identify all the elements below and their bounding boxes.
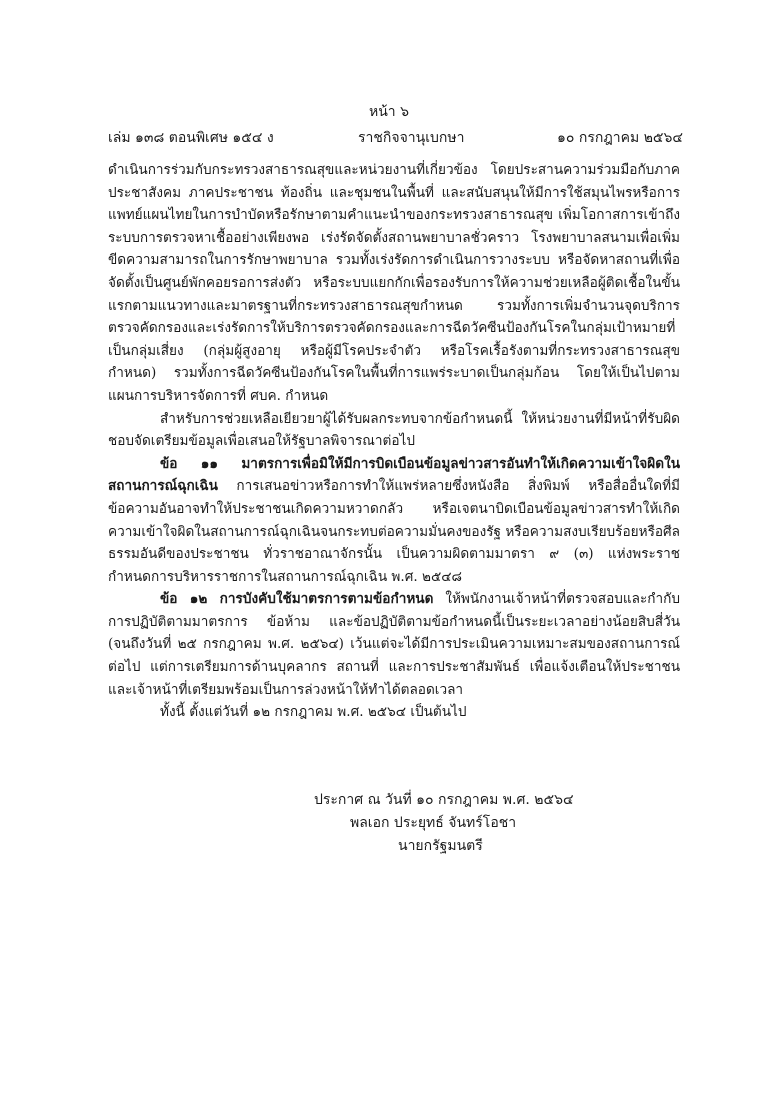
effective-date: ทั้งนี้ ตั้งแต่วันที่ ๑๒ กรกฎาคม พ.ศ. ๒๕๖๔ เป็นต้นไป xyxy=(160,704,467,721)
clause-12-text: ให้พนักงานเจ้าหน้าที่ตรวจสอบและกำกับการปฏิบัติตามมาตรการ ข้อห้าม และข้อปฏิบัติตามข้อกำหนดนี้เป็นระยะเวลาอย่างน้อยสิบสี่วัน (จนถึงวันที่ ๒๕ กรกฎาคม พ.ศ. ๒๕๖๔) เว้นแต่จะได้มีการประเมินความเหมาะสมของสถานการณ์ต่อไป แต่การเตรียมการด้านบุคลากร สถานที่ และการประชาสัมพันธ์ เพื่อแจ้งเตือนให้ประชาชนและเจ้าหน้าที่เตรียมพร้อมเป็นการล่วงหน้าให้ทำได้ตลอดเวลา xyxy=(108,591,680,698)
signature-block xyxy=(314,789,644,858)
clause-11-heading: ข้อ ๑๑ มาตรการเพื่อมิให้มีการบิดเบือนข้อมูลข่าวสารอันทำให้เกิดความเข้าใจผิดในสถานการณ์ฉุกเฉิน xyxy=(108,455,680,495)
clause-11-text: การเสนอข่าวหรือการทำให้แพร่หลายซึ่งหนังสือ สิ่งพิมพ์ หรือสื่ออื่นใดที่มีข้อความอันอาจทำให้ประชาชนเกิดความหวาดกลัว หรือเจตนาบิดเบือนข้อมูลข่าวสารทำให้เกิดความเข้าใจผิดในสถานการณ์ฉุกเฉินจนกระทบต่อความมั่นคงของรัฐ หรือความสงบเรียบร้อยหรือศีลธรรมอันดีของประชาชน ทั่วราชอาณาจักรนั้น เป็นความผิดตามมาตรา ๙ (๓) แห่งพระราชกำหนดการบริหารราชการในสถานการณ์ฉุกเฉิน พ.ศ. ๒๕๔๘ xyxy=(108,478,680,585)
gazette-header xyxy=(108,127,683,147)
signer-name: พลเอก ประยุทธ์ จันทร์โอชา xyxy=(350,815,517,831)
document-body xyxy=(108,159,680,724)
clause-12 xyxy=(108,588,680,701)
paragraph-measures: ดำเนินการร่วมกับกระทรวงสาธารณสุขและหน่วยงานที่เกี่ยวข้อง โดยประสานความร่วมมือกับภาคประชาสังคม ภาคประชาชน ท้องถิ่น และชุมชนในพื้นที่ และสนับสนุนให้มีการใช้สมุนไพรหรือการแพทย์แผนไทยในการบำบัดหรือรักษาตามคำแนะนำของกระทรวงสาธารณสุข เพิ่มโอกาสการเข้าถึงระบบการตรวจหาเชื้ออย่างเพียงพอ เร่งรัดจัดตั้งสถานพยาบาลชั่วคราว โรงพยาบาลสนามเพื่อเพิ่มขีดความสามารถในการรักษาพยาบาล รวมทั้งเร่งรัดการดำเนินการวางระบบ หรือจัดหาสถานที่เพื่อจัดตั้งเป็นศูนย์พักคอยรอการส่งตัว หรือระบบแยกกักเพื่อรองรับการให้ความช่วยเหลือผู้ติดเชื้อในขั้นแรกตามแนวทางและมาตรฐานที่กระทรวงสาธารณสุขกำหนด รวมทั้งการเพิ่มจำนวนจุดบริการตรวจคัดกรองและเร่งรัดการให้บริการตรวจคัดกรองและการฉีดวัคซีนป้องกันโรคในกลุ่มเป้าหมายที่เป็นกลุ่มเสี่ยง (กลุ่มผู้สูงอายุ หรือผู้มีโรคประจำตัว หรือโรคเรื้อรังตามที่กระทรวงสาธารณสุขกำหนด) รวมทั้งการฉีดวัคซีนป้องกันโรคในพื้นที่การแพร่ระบาดเป็นกลุ่มก้อน โดยให้เป็นไปตามแผนการบริหารจัดการที่ ศบค. กำหนด xyxy=(108,162,680,404)
publication-name: ราชกิจจานุเบกษา xyxy=(358,130,465,146)
paragraph-relief: สำหรับการช่วยเหลือเยียวยาผู้ได้รับผลกระทบจากข้อกำหนดนี้ ให้หน่วยงานที่มีหน้าที่รับผิดชอบจัดเตรียมข้อมูลเพื่อเสนอให้รัฐบาลพิจารณาต่อไป xyxy=(108,410,680,450)
announcement-date: ประกาศ ณ วันที่ ๑๐ กรกฎาคม พ.ศ. ๒๕๖๔ xyxy=(314,792,574,808)
page-number: หน้า ๖ xyxy=(369,104,409,120)
clause-11 xyxy=(108,453,680,589)
volume-info: เล่ม ๑๓๘ ตอนพิเศษ ๑๕๔ ง xyxy=(108,130,274,146)
signer-title: นายกรัฐมนตรี xyxy=(398,838,483,854)
clause-12-heading: ข้อ ๑๒ การบังคับใช้มาตรการตามข้อกำหนด xyxy=(160,591,434,608)
publication-date: ๑๐ กรกฎาคม ๒๕๖๔ xyxy=(557,130,683,146)
